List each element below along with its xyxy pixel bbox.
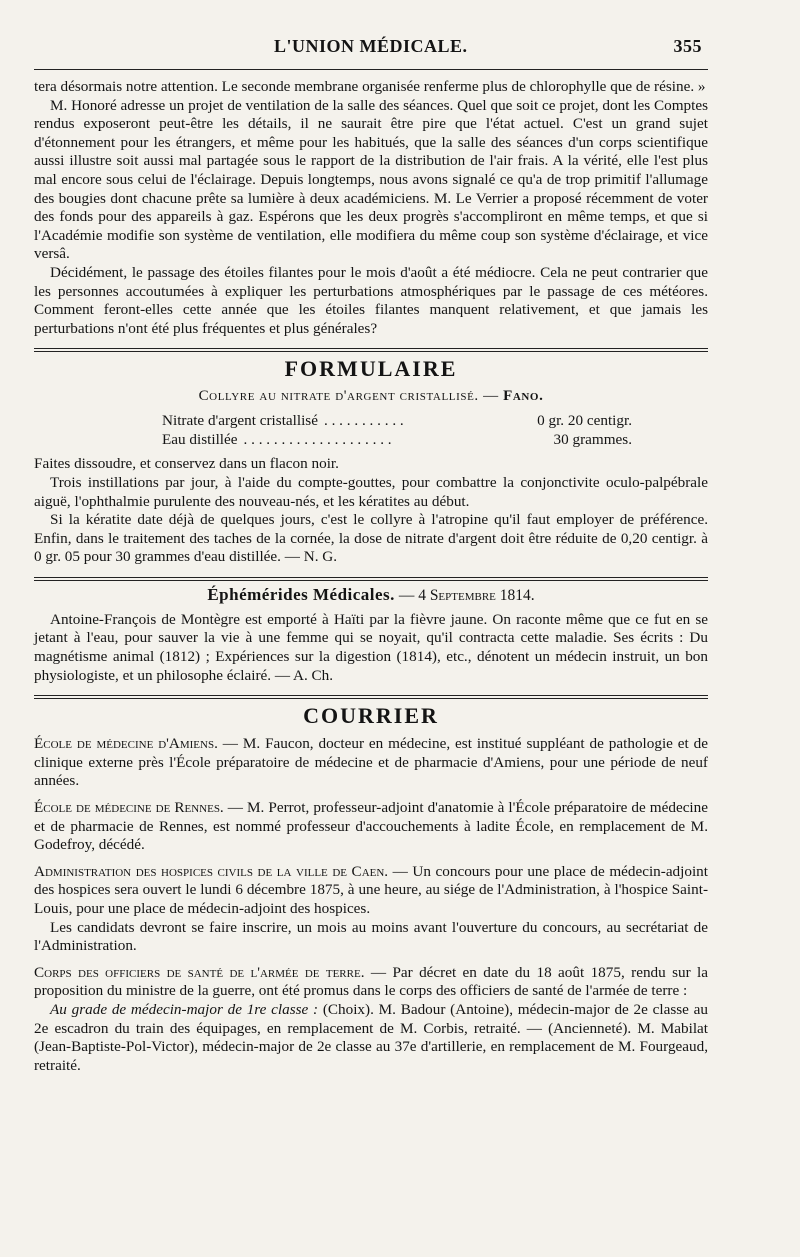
item-body: — Un concours pour une place de médecin-adjoint des hospices sera ouvert le lundi 6 décembre 1875, à une heure, au siége de l'Administration, à l'hospice Saint-Louis, pour une place de médecin-adjoint des hospices. [34, 862, 708, 917]
section-rule [34, 695, 708, 699]
formulaire-paragraph-1: Faites dissoudre, et conservez dans un flacon noir. [34, 455, 339, 473]
item-body: — M. Faucon, docteur en médecine, est institué suppléant de pathologie et de clinique externe près l'École préparatoire de médecine et de pharmacie d'Amiens, pour une période de neuf années. [34, 735, 709, 790]
section-rule [34, 348, 708, 352]
header-rule [34, 69, 708, 70]
item-body: — Par décret en date du 18 août 1875, rendu sur la proposition du ministre de la guerre, ont été promus dans le corps des officiers de santé de l'armée de terre : [34, 963, 708, 1000]
ingredient-row [162, 411, 632, 430]
courrier-item-caen-candidates: Les candidats devront se faire inscrire, un mois au moins avant l'ouverture du concours, au secrétariat de l'Administration. [34, 918, 708, 955]
recipe-title: Collyre au nitrate d'argent cristallisé. — [198, 388, 499, 405]
ingredient-name: Nitrate d'argent cristallisé [162, 412, 318, 430]
leader-dots: . . . . . . . . . . . [323, 412, 404, 430]
ingredient-quantity: 0 gr. 20 centigr. [537, 412, 632, 430]
recipe-ingredients [162, 411, 632, 449]
formulaire-paragraph-3: Si la kératite date déjà de quelques jours, c'est le collyre à l'atropine qu'il faut employer de préférence. Enfin, dans le traitement des taches de la cornée, la dose de nitrate d'argent doit être réduite de 0,20 centigr. à 0 gr. 05 pour 30 grammes d'eau distillée. — N. G. [34, 511, 708, 566]
item-lead: École de médecine de Rennes. [34, 799, 224, 817]
ephemerides-paragraph: Antoine-François de Montègre est emporté à Haïti par la fièvre jaune. On raconte même que ce fut en se jetant à l'eau, pour sauver la vie à une femme qui se noyait, qu'il contracta cette maladie. Ses écrits : Du magnétisme animal (1812) ; Expériences sur la digestion (1814), etc., dénotent un médecin instruit, un bon physiologiste, et un philosophe éclairé. — A. Ch. [34, 610, 708, 684]
leader-dots: . . . . . . . . . . . . . . . . . . . . [243, 431, 392, 449]
item-lead: Au grade de médecin-major de 1re classe : [50, 1000, 319, 1018]
intro-paragraph-1: tera désormais notre attention. Le seconde membrane organisée renferme plus de chlorophylle que de résine. » [34, 78, 706, 95]
item-lead: Corps des officiers de santé de l'armée de terre. [34, 963, 365, 981]
recipe-author: Fano. [503, 388, 544, 405]
ephemerides-title: Éphémérides Médicales. [207, 584, 395, 604]
formulaire-subheading [34, 388, 708, 405]
courrier-item-caen [34, 863, 708, 919]
section-rule [34, 577, 708, 581]
ingredient-quantity: 30 grammes. [553, 431, 632, 449]
courrier-heading: COURRIER [303, 703, 439, 729]
courrier-item-promotion [34, 1001, 708, 1075]
item-body: — M. Perrot, professeur-adjoint d'anatomie à l'École préparatoire de médecine et de pharmacie de Rennes, est nommé professeur d'accouchements à ladite École, en remplacement de M. Godefroy, décédé. [34, 799, 708, 854]
journal-title: L'UNION MÉDICALE. [274, 36, 468, 56]
ephemerides-heading [34, 585, 708, 605]
intro-paragraph-3: Décidément, le passage des étoiles filantes pour le mois d'août a été médiocre. Cela ne peut contrarier que les personnes accoutumées à expliquer les perturbations atmosphériques par le passage de ces météores. Comment feront-elles cette année que les étoiles filantes manquent relativement, et que jamais les perturbations n'ont été plus fréquentes et plus générales? [34, 263, 708, 337]
page-number: 355 [673, 36, 702, 56]
ingredient-name: Eau distillée [162, 431, 238, 449]
ephemerides-date: — 4 Septembre 1814. [398, 586, 535, 604]
item-lead: École de médecine d'Amiens. [34, 735, 218, 753]
intro-paragraph-2: M. Honoré adresse un projet de ventilation de la salle des séances. Quel que soit ce projet, dont les Comptes rendus exposeront peut-être les détails, il ne saurait être pire que l'état actuel. C'est un grand sujet d'étonnement pour les étrangers, et même pour les habitués, que la salle des séances d'un corps scientifique aussi illustre soit aussi mal partagée sous le rapport de la distribution de l'air frais. A la vérité, elle l'est plus mal encore sous celui de l'éclairage. Depuis longtemps, nous avons signalé ce qu'a de trop primitif l'allumage des bougies dont chacune prête sa lumière à deux académiciens. M. Le Verrier a proposé récemment de voter des fonds pour des appareils à gaz. Espérons que les deux progrès s'accompliront en même temps, et que si l'Académie modifie son système de ventilation, elle modifiera du même coup son système d'éclairage, et vice versâ. [34, 96, 708, 263]
courrier-item-amiens [34, 735, 708, 791]
formulaire-heading: FORMULAIRE [284, 356, 458, 382]
running-head [34, 36, 708, 63]
item-body: (Choix). M. Badour (Antoine), médecin-major de 2e classe au 2e escadron du train des équipages, en remplacement de M. Corbis, retraité. — (Ancienneté). M. Mabilat (Jean-Baptiste-Pol-Victor), médecin-major de 2e classe au 37e d'artillerie, en remplacement de M. Fourgeaud, retraité. [34, 1000, 708, 1074]
item-lead: Administration des hospices civils de la ville de Caen. [34, 862, 389, 880]
formulaire-paragraph-2: Trois instillations par jour, à l'aide du compte-gouttes, pour combattre la conjonctivite oculo-palpébrale aiguë, l'ophthalmie purulente des nouveau-nés, et les kératites au début. [34, 473, 708, 510]
courrier-item-rennes [34, 799, 708, 855]
courrier-item-army [34, 964, 708, 1001]
ingredient-row [162, 430, 632, 449]
